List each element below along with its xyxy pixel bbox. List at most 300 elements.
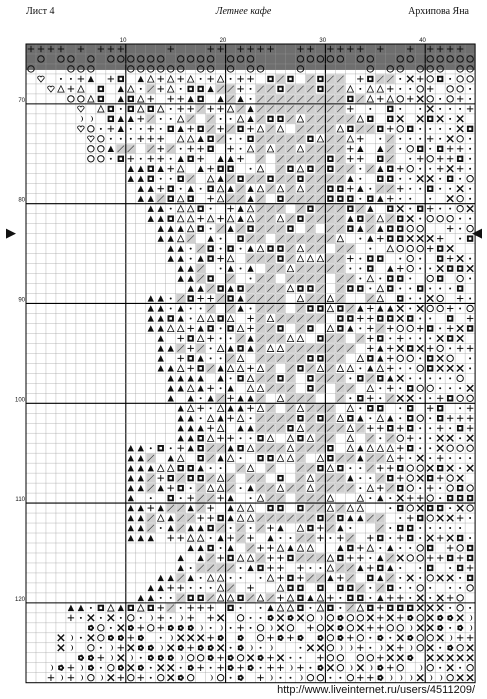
- ring-icon: [417, 465, 423, 471]
- flower-icon: [88, 625, 94, 631]
- dot-icon: [260, 577, 262, 579]
- flower-icon: [318, 635, 324, 641]
- triangle-outline-icon: [247, 445, 253, 451]
- dot-icon: [359, 268, 361, 270]
- hatched-square-icon: [336, 294, 345, 303]
- hatched-square-icon: [296, 194, 305, 203]
- hatched-square-icon: [256, 414, 265, 423]
- plus-icon: [168, 535, 174, 541]
- dot-icon: [419, 487, 421, 489]
- plus-icon: [367, 535, 373, 541]
- ring-icon: [327, 655, 333, 661]
- plus-icon: [377, 465, 383, 471]
- triangle-outline-icon: [217, 485, 223, 491]
- hatched-square-icon: [356, 124, 365, 133]
- cross-icon: [58, 645, 64, 651]
- filled-triangle-icon: [148, 195, 154, 201]
- filled-square-icon: [387, 176, 393, 182]
- hatched-square-icon: [306, 144, 315, 153]
- plus-icon: [367, 325, 373, 331]
- flower-icon: [218, 635, 224, 641]
- filled-triangle-icon: [128, 166, 134, 172]
- crescent-icon: [319, 615, 322, 621]
- cross-icon: [417, 235, 423, 241]
- hatched-square-icon: [176, 504, 185, 513]
- dot-icon: [309, 567, 311, 569]
- triangle-outline-icon: [217, 425, 223, 431]
- hatched-square-icon: [276, 424, 285, 433]
- dot-icon: [180, 188, 182, 190]
- filled-triangle-icon: [177, 555, 183, 561]
- hatched-square-icon: [276, 234, 285, 243]
- filled-triangle-icon: [357, 186, 363, 192]
- filled-square-icon: [187, 335, 193, 341]
- filled-square-icon: [337, 186, 343, 192]
- hatched-square-icon: [326, 104, 335, 113]
- plus-icon: [377, 485, 383, 491]
- hatched-square-icon: [306, 234, 315, 243]
- hatched-square-icon: [306, 154, 315, 163]
- plus-icon: [297, 665, 303, 671]
- ring-icon: [417, 635, 423, 641]
- triangle-outline-icon: [257, 595, 263, 601]
- dot-icon: [160, 527, 162, 529]
- plus-icon: [337, 535, 343, 541]
- triangle-outline-icon: [317, 455, 323, 461]
- hatched-square-icon: [296, 474, 305, 483]
- plus-icon: [177, 355, 183, 361]
- hatched-square-icon: [276, 144, 285, 153]
- dot-icon: [439, 667, 441, 669]
- hatched-square-icon: [276, 444, 285, 453]
- plus-icon: [148, 96, 154, 102]
- ring-icon: [457, 645, 463, 651]
- dot-icon: [359, 327, 361, 329]
- dot-icon: [399, 138, 401, 140]
- filled-square-icon: [227, 325, 233, 331]
- filled-triangle-icon: [187, 435, 193, 441]
- triangle-outline-icon: [377, 285, 383, 291]
- cross-icon: [417, 505, 423, 511]
- hatched-square-icon: [236, 194, 245, 203]
- dot-icon: [409, 88, 411, 90]
- ring-icon: [417, 615, 423, 621]
- ring-icon: [417, 245, 423, 251]
- hatched-square-icon: [266, 184, 275, 193]
- hatched-square-icon: [186, 514, 195, 523]
- filled-square-icon: [287, 585, 293, 591]
- hatched-square-icon: [376, 184, 385, 193]
- sheet-label: Лист 4: [26, 6, 55, 17]
- plus-icon: [417, 156, 423, 162]
- hatched-square-icon: [326, 424, 335, 433]
- hatched-square-icon: [356, 204, 365, 213]
- filled-square-icon: [98, 96, 104, 102]
- hatched-square-icon: [226, 124, 235, 133]
- triangle-outline-icon: [207, 575, 213, 581]
- hatched-square-icon: [306, 404, 315, 413]
- triangle-outline-icon: [357, 116, 363, 122]
- triangle-outline-icon: [327, 505, 333, 511]
- plus-icon: [207, 335, 213, 341]
- filled-square-icon: [357, 595, 363, 601]
- triangle-outline-icon: [327, 465, 333, 471]
- hatched-square-icon: [266, 204, 275, 213]
- triangle-outline-icon: [367, 445, 373, 451]
- triangle-outline-icon: [168, 465, 174, 471]
- dot-icon: [120, 617, 122, 619]
- filled-triangle-icon: [227, 515, 233, 521]
- hatched-square-icon: [306, 114, 315, 123]
- crescent-icon: [409, 625, 412, 631]
- triangle-outline-icon: [187, 405, 193, 411]
- dot-icon: [469, 367, 471, 369]
- dot-icon: [250, 278, 252, 280]
- plus-icon: [168, 166, 174, 172]
- flower-icon: [238, 645, 244, 651]
- hatched-square-icon: [306, 464, 315, 473]
- triangle-outline-icon: [377, 365, 383, 371]
- hatched-square-icon: [256, 274, 265, 283]
- hatched-square-icon: [286, 354, 295, 363]
- ring-icon: [467, 305, 473, 311]
- dot-icon: [170, 108, 172, 110]
- dot-icon: [230, 337, 232, 339]
- triangle-outline-icon: [387, 445, 393, 451]
- ring-icon: [417, 86, 423, 92]
- filled-square-icon: [407, 315, 413, 321]
- hatched-square-icon: [156, 194, 165, 203]
- flower-icon: [88, 655, 94, 661]
- triangle-outline-icon: [297, 146, 303, 152]
- filled-triangle-icon: [247, 195, 253, 201]
- plus-icon: [158, 156, 164, 162]
- dot-icon: [329, 537, 331, 539]
- cross-icon: [417, 176, 423, 182]
- flower-icon: [407, 635, 413, 641]
- filled-square-icon: [168, 495, 174, 501]
- triangle-outline-icon: [327, 495, 333, 501]
- dot-icon: [469, 148, 471, 150]
- cross-icon: [437, 575, 443, 581]
- plus-icon: [457, 146, 463, 152]
- filled-square-icon: [387, 225, 393, 231]
- plus-icon: [387, 345, 393, 351]
- ring-icon: [467, 585, 473, 591]
- hatched-square-icon: [336, 204, 345, 213]
- ring-icon: [148, 625, 154, 631]
- cross-icon: [168, 645, 174, 651]
- dot-icon: [439, 108, 441, 110]
- cross-icon: [447, 245, 453, 251]
- filled-triangle-icon: [377, 555, 383, 561]
- dot-icon: [439, 98, 441, 100]
- hatched-square-icon: [316, 404, 325, 413]
- filled-triangle-icon: [138, 195, 144, 201]
- flower-icon: [318, 665, 324, 671]
- filled-square-icon: [367, 116, 373, 122]
- triangle-outline-icon: [367, 96, 373, 102]
- dot-icon: [389, 497, 391, 499]
- filled-triangle-icon: [138, 465, 144, 471]
- dot-icon: [349, 397, 351, 399]
- filled-triangle-icon: [227, 495, 233, 501]
- hatched-square-icon: [296, 534, 305, 543]
- plus-icon: [427, 485, 433, 491]
- plus-icon: [347, 186, 353, 192]
- hatched-square-icon: [326, 254, 335, 263]
- ring-icon: [257, 625, 263, 631]
- plus-icon: [138, 116, 144, 122]
- plus-icon: [387, 595, 393, 601]
- cross-icon: [427, 645, 433, 651]
- dot-icon: [170, 178, 172, 180]
- triangle-outline-icon: [138, 605, 144, 611]
- filled-square-icon: [168, 475, 174, 481]
- filled-triangle-icon: [387, 545, 393, 551]
- flower-icon: [238, 635, 244, 641]
- plus-icon: [68, 675, 74, 681]
- crescent-icon: [419, 665, 422, 671]
- plus-icon: [148, 126, 154, 132]
- filled-triangle-icon: [207, 86, 213, 92]
- ring-icon: [197, 655, 203, 661]
- triangle-outline-icon: [158, 106, 164, 112]
- hatched-square-icon: [316, 194, 325, 203]
- ring-icon: [128, 675, 134, 681]
- triangle-outline-icon: [287, 455, 293, 461]
- filled-triangle-icon: [307, 595, 313, 601]
- ring-icon: [457, 275, 463, 281]
- dot-icon: [409, 597, 411, 599]
- cross-icon: [177, 635, 183, 641]
- plus-icon: [397, 615, 403, 621]
- cross-icon: [277, 615, 283, 621]
- filled-square-icon: [347, 126, 353, 132]
- hatched-square-icon: [296, 314, 305, 323]
- triangle-outline-icon: [347, 405, 353, 411]
- cross-icon: [437, 655, 443, 661]
- filled-square-icon: [307, 385, 313, 391]
- ring-icon: [407, 465, 413, 471]
- dot-icon: [419, 108, 421, 110]
- plus-icon: [267, 635, 273, 641]
- hatched-square-icon: [346, 454, 355, 463]
- plus-icon: [447, 415, 453, 421]
- filled-triangle-icon: [158, 575, 164, 581]
- plus-icon: [457, 96, 463, 102]
- filled-square-icon: [327, 445, 333, 451]
- plus-icon: [407, 96, 413, 102]
- filled-square-icon: [447, 395, 453, 401]
- dot-icon: [210, 587, 212, 589]
- dot-icon: [289, 657, 291, 659]
- triangle-outline-icon: [267, 575, 273, 581]
- filled-square-icon: [108, 116, 114, 122]
- ring-icon: [457, 605, 463, 611]
- triangle-outline-icon: [177, 136, 183, 142]
- hatched-square-icon: [286, 234, 295, 243]
- triangle-outline-icon: [297, 186, 303, 192]
- dot-icon: [329, 677, 331, 679]
- plus-icon: [168, 585, 174, 591]
- hatched-square-icon: [316, 434, 325, 443]
- triangle-outline-icon: [277, 395, 283, 401]
- hatched-square-icon: [256, 104, 265, 113]
- filled-triangle-icon: [237, 96, 243, 102]
- cross-icon: [108, 675, 114, 681]
- hatched-square-icon: [386, 214, 395, 223]
- cross-icon: [427, 535, 433, 541]
- filled-square-icon: [387, 106, 393, 112]
- ring-icon: [447, 445, 453, 451]
- source-url[interactable]: http://www.liveinternet.ru/users/4511209/: [277, 684, 475, 696]
- dot-icon: [459, 108, 461, 110]
- hatched-square-icon: [306, 504, 315, 513]
- hatched-square-icon: [196, 274, 205, 283]
- dot-icon: [389, 537, 391, 539]
- hatched-square-icon: [266, 444, 275, 453]
- hatched-square-icon: [236, 184, 245, 193]
- filled-square-icon: [207, 525, 213, 531]
- hatched-square-icon: [266, 494, 275, 503]
- filled-square-icon: [317, 415, 323, 421]
- plus-icon: [317, 655, 323, 661]
- crescent-icon: [220, 625, 223, 631]
- hatched-square-icon: [336, 284, 345, 293]
- filled-square-icon: [297, 215, 303, 221]
- dot-icon: [439, 387, 441, 389]
- hatched-square-icon: [266, 354, 275, 363]
- hatched-square-icon: [226, 194, 235, 203]
- triangle-outline-icon: [387, 245, 393, 251]
- filled-square-icon: [317, 515, 323, 521]
- hatched-square-icon: [316, 144, 325, 153]
- dot-icon: [429, 168, 431, 170]
- filled-triangle-icon: [357, 515, 363, 521]
- plus-icon: [267, 555, 273, 561]
- dot-icon: [210, 667, 212, 669]
- triangle-outline-icon: [317, 255, 323, 261]
- filled-square-icon: [237, 235, 243, 241]
- ring-icon: [427, 495, 433, 501]
- dot-icon: [369, 477, 371, 479]
- hatched-square-icon: [256, 254, 265, 263]
- hatched-square-icon: [256, 524, 265, 533]
- heart-outline-icon: [78, 126, 84, 132]
- hatched-square-icon: [326, 214, 335, 223]
- dot-icon: [260, 617, 262, 619]
- triangle-outline-icon: [287, 335, 293, 341]
- plus-icon: [387, 195, 393, 201]
- filled-triangle-icon: [168, 515, 174, 521]
- crescent-icon: [80, 116, 83, 122]
- dot-icon: [409, 158, 411, 160]
- triangle-outline-icon: [257, 166, 263, 172]
- hatched-square-icon: [306, 364, 315, 373]
- cross-icon: [247, 655, 253, 661]
- dot-icon: [299, 657, 301, 659]
- dot-icon: [210, 407, 212, 409]
- flower-icon: [437, 625, 443, 631]
- plus-icon: [467, 405, 473, 411]
- hatched-square-icon: [266, 254, 275, 263]
- dot-icon: [419, 138, 421, 140]
- dot-icon: [409, 337, 411, 339]
- hatched-square-icon: [176, 524, 185, 533]
- cross-icon: [447, 465, 453, 471]
- ring-icon: [407, 355, 413, 361]
- plus-icon: [237, 156, 243, 162]
- dot-icon: [429, 268, 431, 270]
- dot-icon: [369, 587, 371, 589]
- dot-icon: [449, 427, 451, 429]
- flower-icon: [258, 655, 264, 661]
- hatched-square-icon: [186, 174, 195, 183]
- hatched-square-icon: [306, 424, 315, 433]
- hatched-square-icon: [346, 344, 355, 353]
- dot-icon: [429, 427, 431, 429]
- filled-triangle-icon: [227, 186, 233, 192]
- hatched-square-icon: [246, 254, 255, 263]
- hatched-square-icon: [146, 484, 155, 493]
- triangle-outline-icon: [297, 295, 303, 301]
- hatched-square-icon: [256, 354, 265, 363]
- triangle-outline-icon: [237, 415, 243, 421]
- plus-icon: [227, 535, 233, 541]
- dot-icon: [419, 268, 421, 270]
- dot-icon: [429, 317, 431, 319]
- hatched-square-icon: [256, 314, 265, 323]
- dot-icon: [190, 587, 192, 589]
- hatched-square-icon: [386, 573, 395, 582]
- triangle-outline-icon: [207, 215, 213, 221]
- dot-icon: [359, 278, 361, 280]
- dot-icon: [220, 268, 222, 270]
- hatched-square-icon: [316, 474, 325, 483]
- dot-icon: [419, 188, 421, 190]
- ring-icon: [407, 505, 413, 511]
- cross-icon: [437, 605, 443, 611]
- triangle-outline-icon: [177, 215, 183, 221]
- plus-icon: [237, 76, 243, 82]
- hatched-square-icon: [286, 344, 295, 353]
- triangle-outline-icon: [377, 445, 383, 451]
- filled-square-icon: [128, 106, 134, 112]
- hatched-square-icon: [376, 524, 385, 533]
- filled-square-icon: [317, 86, 323, 92]
- hatched-square-icon: [316, 444, 325, 453]
- filled-square-icon: [467, 555, 473, 561]
- plus-icon: [207, 635, 213, 641]
- filled-triangle-icon: [377, 345, 383, 351]
- hatched-square-icon: [246, 544, 255, 553]
- ring-icon: [158, 675, 164, 681]
- filled-triangle-icon: [138, 445, 144, 451]
- ring-icon: [457, 375, 463, 381]
- cross-icon: [447, 136, 453, 142]
- filled-triangle-icon: [337, 525, 343, 531]
- filled-square-icon: [387, 605, 393, 611]
- filled-square-icon: [347, 285, 353, 291]
- plus-icon: [247, 126, 253, 132]
- filled-triangle-icon: [108, 146, 114, 152]
- filled-square-icon: [257, 455, 263, 461]
- filled-triangle-icon: [158, 315, 164, 321]
- plus-icon: [437, 156, 443, 162]
- filled-square-icon: [257, 435, 263, 441]
- filled-square-icon: [457, 565, 463, 571]
